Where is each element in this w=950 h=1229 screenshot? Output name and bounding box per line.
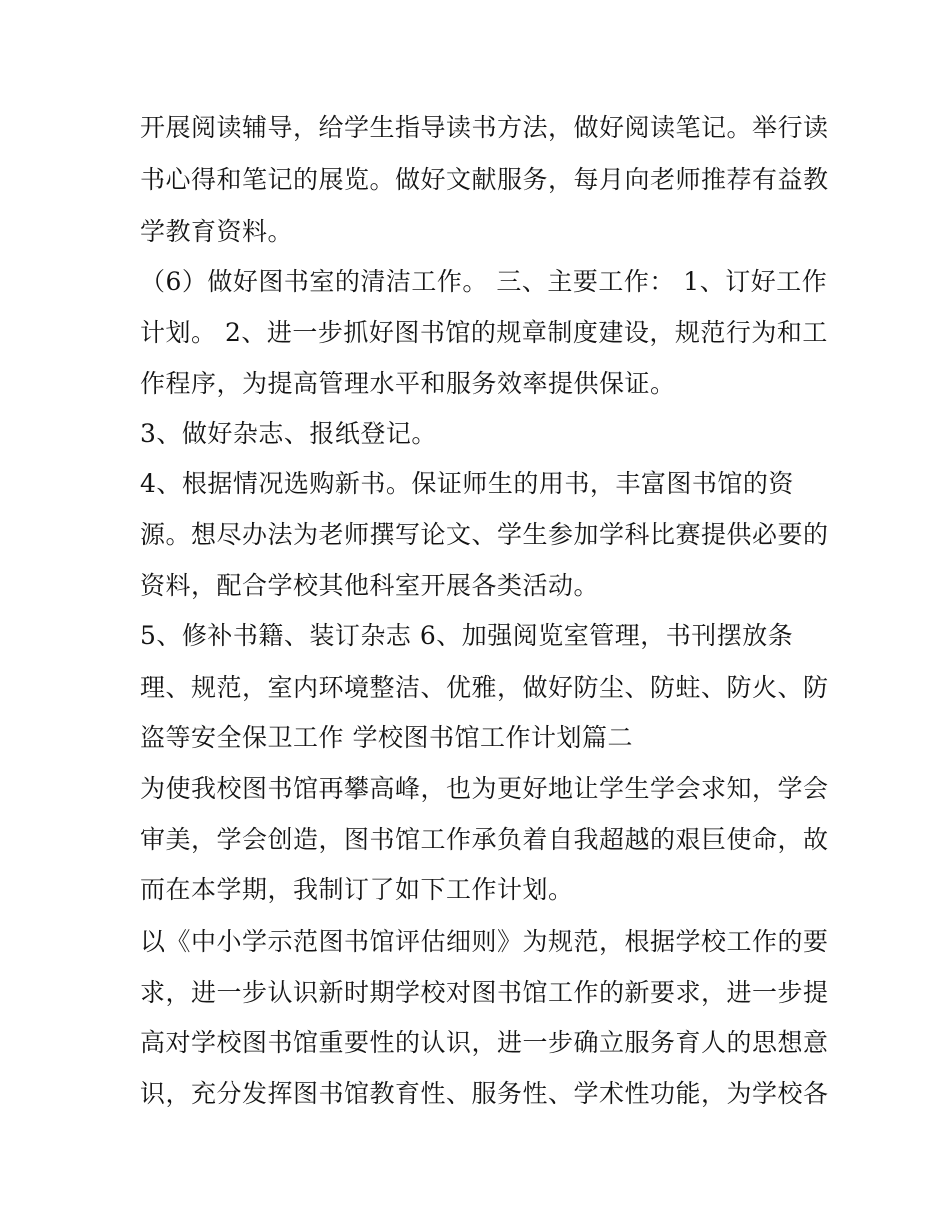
text-line: 为使我校图书馆再攀高峰，也为更好地让学生学会求知，学会 xyxy=(140,774,829,803)
text-line: 学教育资料。 xyxy=(140,217,294,246)
text-line: 理、规范，室内环境整洁、优雅，做好防尘、防蛀、防火、防 xyxy=(140,673,829,702)
text-line: 书心得和笔记的展览。做好文献服务，每月向老师推荐有益教 xyxy=(140,165,829,194)
text-line: 资料，配合学校其他科室开展各类活动。 xyxy=(140,571,600,600)
text-line: 盗等安全保卫工作 学校图书馆工作计划篇二 xyxy=(140,723,633,752)
text-line: 以《中小学示范图书馆评估细则》为规范，根据学校工作的要 xyxy=(140,927,829,956)
text-line: 识，充分发挥图书馆教育性、服务性、学术性功能，为学校各 xyxy=(140,1079,829,1108)
text-line: 高对学校图书馆重要性的认识，进一步确立服务育人的思想意 xyxy=(140,1028,829,1057)
text-line: 4、根据情况选购新书。保证师生的用书，丰富图书馆的资 xyxy=(140,469,794,498)
text-line: 计划。 2、进一步抓好图书馆的规章制度建设，规范行为和工 xyxy=(140,318,828,347)
text-line: 开展阅读辅导，给学生指导读书方法，做好阅读笔记。举行读 xyxy=(140,113,829,142)
text-line: 审美，学会创造，图书馆工作承负着自我超越的艰巨使命，故 xyxy=(140,825,829,854)
text-line: 作程序，为提高管理水平和服务效率提供保证。 xyxy=(140,369,676,398)
text-line: 而在本学期，我制订了如下工作计划。 xyxy=(140,875,574,904)
text-line: 源。想尽办法为老师撰写论文、学生参加学科比赛提供必要的 xyxy=(140,520,829,549)
text-line: 5、修补书籍、装订杂志 6、加强阅览室管理，书刊摆放条 xyxy=(140,621,794,650)
text-line: 3、做好杂志、报纸登记。 xyxy=(140,419,437,448)
text-line: 求，进一步认识新时期学校对图书馆工作的新要求，进一步提 xyxy=(140,978,829,1007)
text-line: （6）做好图书室的清洁工作。 三、主要工作： 1、订好工作 xyxy=(140,267,828,296)
